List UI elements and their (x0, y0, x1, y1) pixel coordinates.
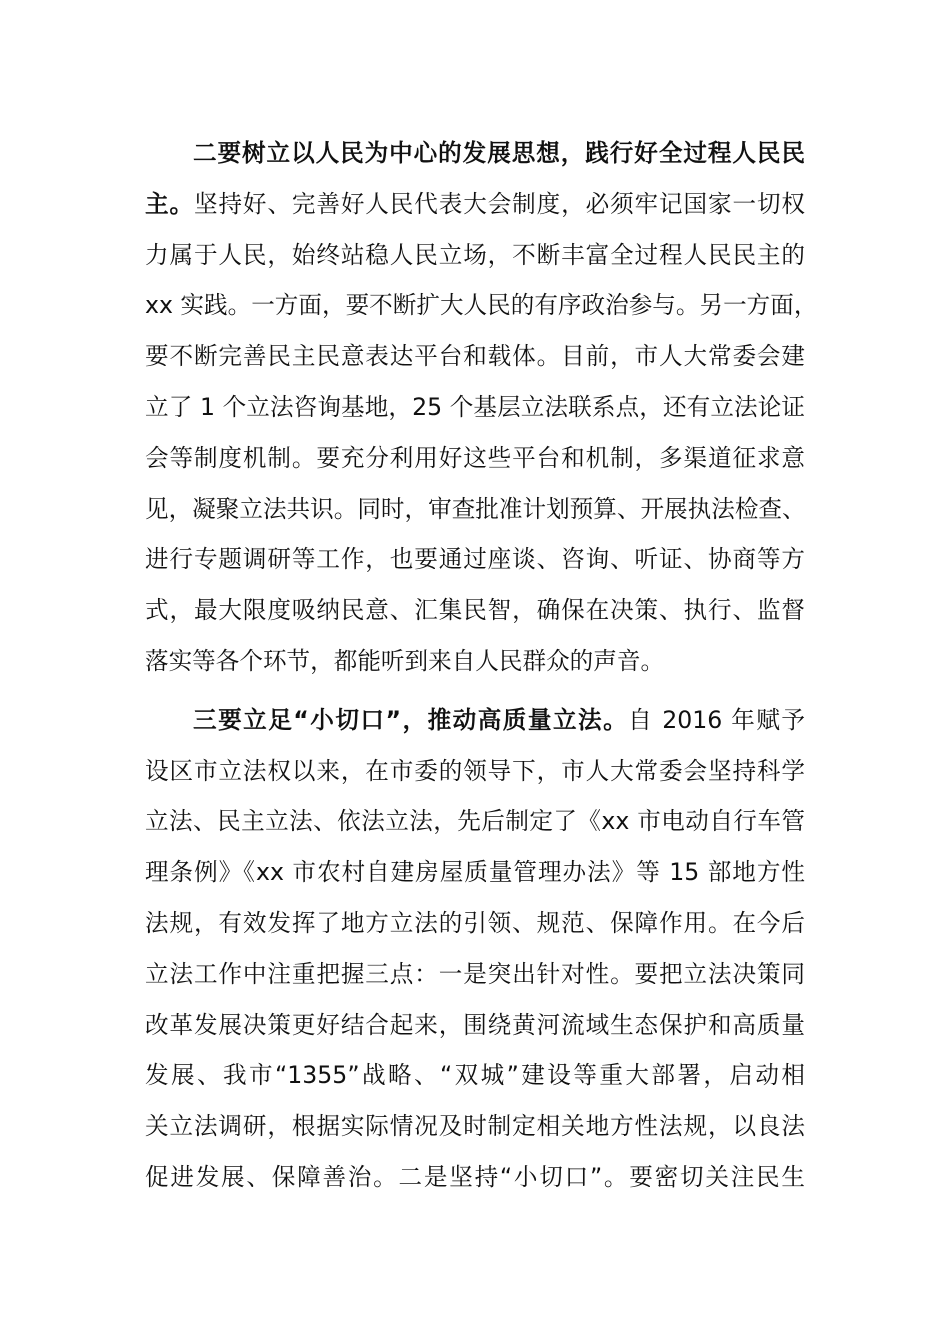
text-line: 见，凝聚立法共识。同时，审查批准计划预算、开展执法检查、 (145, 494, 806, 523)
text-line: 要不断完善民主民意表达平台和载体。目前，市人大常委会建 (145, 342, 805, 371)
text-line: 三要立足“小切口”，推动高质量立法。自 2016 年赋予 (193, 705, 805, 734)
text-line: 立法工作中注重把握三点：一是突出针对性。要把立法决策同 (145, 959, 805, 988)
text-line: 发展、我市“1355”战略、“双城”建设等重大部署，启动相 (145, 1061, 805, 1090)
paragraph-gap (145, 687, 805, 695)
text-line: 式，最大限度吸纳民意、汇集民智，确保在决策、执行、监督 (145, 596, 805, 625)
text-line: 力属于人民，始终站稳人民立场，不断丰富全过程人民民主的 (145, 240, 805, 269)
text-line: xx 实践。一方面，要不断扩大人民的有序政治参与。另一方面， (145, 291, 818, 320)
text-line: 主。坚持好、完善好人民代表大会制度，必须牢记国家一切权 (145, 189, 806, 218)
text-line: 会等制度机制。要充分利用好这些平台和机制，多渠道征求意 (145, 443, 805, 472)
bold-heading: 三要立足“小切口”，推动高质量立法。 (193, 705, 629, 734)
text-line (145, 128, 805, 179)
text-line: 关立法调研，根据实际情况及时制定相关地方性法规，以良法 (145, 1112, 805, 1141)
paragraph-2 (145, 695, 805, 1203)
text-line: 改革发展决策更好结合起来，围绕黄河流域生态保护和高质量 (145, 1010, 805, 1039)
text-line: 促进发展、保障善治。二是坚持“小切口”。要密切关注民生 (145, 1162, 805, 1191)
text-line: 立法、民主立法、依法立法，先后制定了《xx 市电动自行车管 (145, 807, 805, 836)
paragraph-1 (145, 128, 818, 687)
text-line: 理条例》《xx 市农村自建房屋质量管理办法》等 15 部地方性 (145, 858, 805, 887)
bold-heading: 二要树立以人民为中心的发展思想，践行好全过程人民民 (193, 139, 805, 167)
text-line: 进行专题调研等工作，也要通过座谈、咨询、听证、协商等方 (145, 545, 805, 574)
text-line: 法规，有效发挥了地方立法的引领、规范、保障作用。在今后 (145, 908, 805, 937)
document-page (145, 128, 818, 1203)
bold-heading: 主。 (145, 189, 194, 218)
text-line: 落实等各个环节，都能听到来自人民群众的声音。 (145, 646, 665, 675)
text-line: 设区市立法权以来，在市委的领导下，市人大常委会坚持科学 (145, 756, 805, 785)
text-line: 立了 1 个立法咨询基地，25 个基层立法联系点，还有立法论证 (145, 392, 805, 421)
